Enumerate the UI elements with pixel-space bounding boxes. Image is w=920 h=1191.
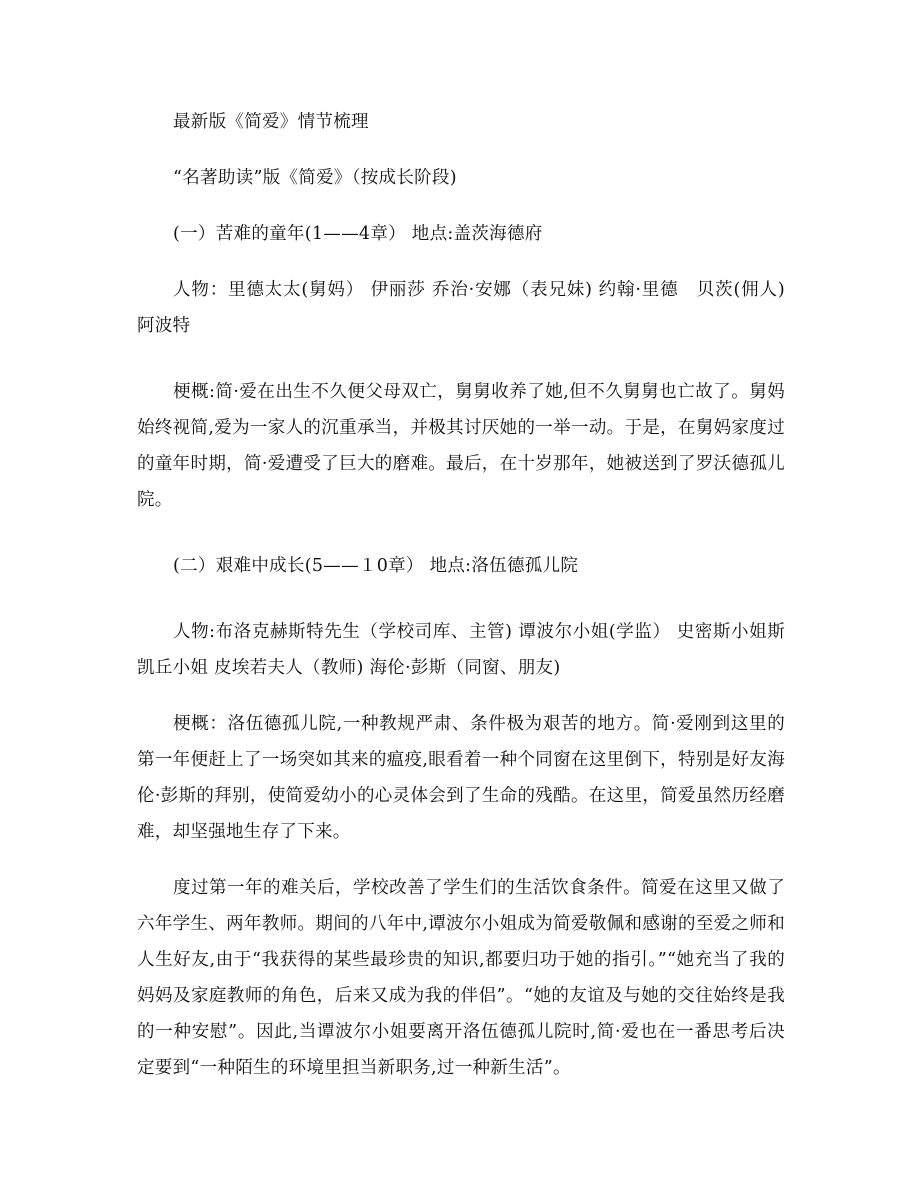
document-title: 最新版《简爱》情节梳理 [173,112,369,132]
section2-paragraph: 度过第一年的难关后，学校改善了学生们的生活饮食条件。简爱在这里又做了六年学生、两年教师。期间的八年中,谭波尔小姐成为简爱敬佩和感谢的至爱之师和人生好友,由于“我获得的某些最珍贵的知识,都要归功于她的指引。”“她充当了我的妈妈及家庭教师的角色，后来又成为我的伴侣”。“她的友谊及与她的交往始终是我的一种安慰”。因此,当谭波尔小姐要离开洛伍德孤儿院时,简·爱也在一番思考后决定要到“一种陌生的环境里担当新职务,过一种新生活”。 [137,878,785,1078]
document-page [137,104,785,1086]
section1-characters: 人物：里德太太(舅妈） 伊丽莎 乔治·安娜（表兄妹) 约翰·里德 贝茨(佣人) 阿波特 [137,280,785,336]
section2-heading: (二）艰难中成长(5——１0章） 地点:洛伍德孤儿院 [173,556,579,576]
document-subtitle: “名著助读”版《简爱》（按成长阶段) [173,168,457,188]
section1-summary: 梗概:简·爱在出生不久便父母双亡，舅舅收养了她,但不久舅舅也亡故了。舅妈始终视简,爱为一家人的沉重承当，并极其讨厌她的一举一动。于是，在舅妈家度过的童年时期，简·爱遭受了巨大的磨难。最后，在十岁那年，她被送到了罗沃德孤儿院。 [137,382,785,510]
section2-summary: 梗概：洛伍德孤儿院,一种教规严肃、条件极为艰苦的地方。简·爱刚到这里的第一年便赶上了一场突如其来的瘟疫,眼看着一种个同窗在这里倒下，特别是好友海伦·彭斯的拜别，使简爱幼小的心灵体会到了生命的残酷。在这里，简爱虽然历经磨难，却坚强地生存了下来。 [137,714,785,842]
section2-characters: 人物:布洛克赫斯特先生（学校司库、主管) 谭波尔小姐(学监） 史密斯小姐斯凯丘小姐 皮埃若夫人（教师) 海伦·彭斯（同窗、朋友) [137,622,785,678]
section1-heading: (一）苦难的童年(1——4章） 地点:盖茨海德府 [173,224,543,244]
